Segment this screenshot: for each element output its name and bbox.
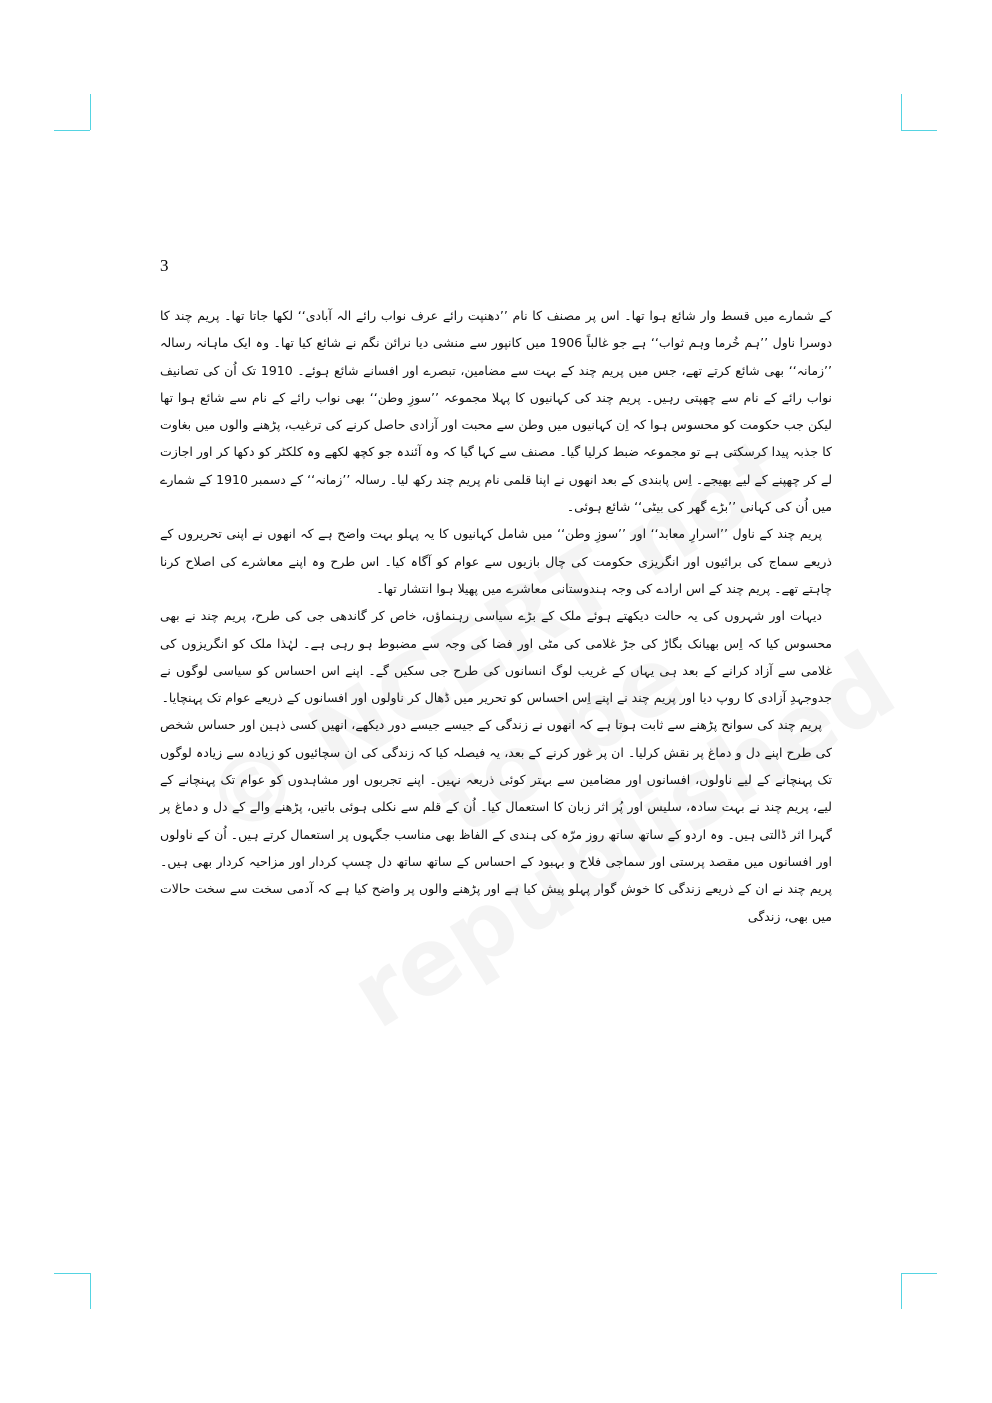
crop-mark-top-left-vertical [90, 94, 91, 130]
crop-mark-top-right-vertical [901, 94, 902, 130]
paragraph-1: کے شمارے میں قسط وار شائع ہوا تھا۔ اس پر مصنف کا نام ’’دھنپت رائے عرف نواب رائے الہ آبادی‘‘ لکھا جاتا تھا۔ پریم چند کا دوسرا ناول ’’ہم خُرما وہم ثواب‘‘ ہے جو غالباً 1906 میں کانپور سے منشی دیا نرائن نگم نے شائع کیا تھا۔ وہ ایک ماہانہ رسالہ ’’زمانہ‘‘ بھی شائع کرتے تھے، جس میں پریم چند کے بہت سے مضامین، تبصرے اور افسانے شائع ہوئے۔ 1910 تک اُن کی تصانیف نواب رائے کے نام سے چھپتی رہیں۔ پریم چند کی کہانیوں کا پہلا مجموعہ ’’سوزِ وطن‘‘ بھی نواب رائے کے نام سے شائع ہوا تھا لیکن جب حکومت کو محسوس ہوا کہ اِن کہانیوں میں وطن سے محبت اور آزادی حاصل کرنے کی ترغیب، پڑھنے والوں میں بغاوت کا جذبہ پیدا کرسکتی ہے تو مجموعہ ضبط کرلیا گیا۔ مصنف سے کہا گیا کہ وہ آئندہ جو کچھ لکھے وہ کلکٹر کو دکھا کر اور اجازت لے کر چھپنے کے لیے بھیجے۔ اِس پابندی کے بعد انھوں نے اپنا قلمی نام پریم چند رکھ لیا۔ رسالہ ’’زمانہ‘‘ کے دسمبر 1910 کے شمارے میں اُن کی کہانی ’’بڑے گھر کی بیٹی‘‘ شائع ہوئی۔ [160, 308, 833, 515]
body-text [160, 302, 832, 930]
paragraph-2: پریم چند کے ناول ’’اسرارِ معابد‘‘ اور ’’سوزِ وطن‘‘ میں شامل کہانیوں کا یہ پہلو بہت واضح ہے کہ انھوں نے اپنی تحریروں کے ذریعے سماج کی برائیوں اور انگریزی حکومت کی چال بازیوں سے عوام کو آگاہ کیا۔ اس طرح وہ اپنے معاشرے کی اصلاح کرنا چاہتے تھے۔ پریم چند کے اس ارادے کی وجہ ہندوستانی معاشرے میں پھیلا ہوا انتشار تھا۔ [160, 526, 832, 596]
crop-mark-top-right-horizontal [901, 130, 937, 131]
crop-mark-bottom-left-vertical [90, 1273, 91, 1309]
crop-mark-top-left-horizontal [54, 130, 90, 131]
page-number: 3 [160, 256, 169, 275]
paragraph-4: پریم چند کی سوانح پڑھنے سے ثابت ہوتا ہے کہ انھوں نے زندگی کے جیسے جیسے دور دیکھے، انھیں کسی ذہین اور حساس شخص کی طرح اپنے دل و دماغ پر نقش کرلیا۔ ان پر غور کرنے کے بعد، یہ فیصلہ کیا کہ زندگی کی ان سچائیوں کو زیادہ سے زیادہ لوگوں تک پہنچانے کے لیے ناولوں، افسانوں اور مضامین سے بہتر کوئی ذریعہ نہیں۔ اپنے تجربوں اور مشاہدوں کو عوام تک پہنچانے کے لیے، پریم چند نے بہت سادہ، سلیس اور پُر اثر زبان کا استعمال کیا۔ اُن کے قلم سے نکلی ہوئی باتیں، پڑھنے والے کے دل و دماغ پر گہرا اثر ڈالتی ہیں۔ وہ اردو کے ساتھ ساتھ روز مرّہ کی ہندی کے الفاظ بھی مناسب جگہوں پر استعمال کرتے ہیں۔ اُن کے ناولوں اور افسانوں میں مقصد پرستی اور سماجی فلاح و بہبود کے احساس کے ساتھ ساتھ دل چسپ کردار اور مزاحیہ کردار بھی ہیں۔ پریم چند نے ان کے ذریعے زندگی کا خوش گوار پہلو پیش کیا ہے اور پڑھنے والوں پر واضح کیا ہے کہ آدمی سخت سے سخت حالات میں بھی، زندگی [160, 717, 832, 924]
paragraph-3: دیہات اور شہروں کی یہ حالت دیکھتے ہوئے ملک کے بڑے سیاسی رہنماؤں، خاص کر گاندھی جی کی طرح، پریم چند نے بھی محسوس کیا کہ اِس بھیانک بگاڑ کی جڑ غلامی کی مٹی اور فضا کی وجہ سے مضبوط ہو رہی ہے۔ لہٰذا ملک کو انگریزوں کی غلامی سے آزاد کرانے کے بعد ہی یہاں کے غریب لوگ انسانوں کی طرح جی سکیں گے۔ اپنے اس احساس کو سیاسی لوگوں نے جدوجہدِ آزادی کا روپ دیا اور پریم چند نے اپنے اِس احساس کو تحریر میں ڈھال کر ناولوں اور افسانوں کے ذریعے عوام تک پہنچایا۔ [160, 608, 832, 706]
crop-mark-bottom-right-horizontal [901, 1273, 937, 1274]
crop-mark-bottom-left-horizontal [54, 1273, 90, 1274]
crop-mark-bottom-right-vertical [901, 1273, 902, 1309]
